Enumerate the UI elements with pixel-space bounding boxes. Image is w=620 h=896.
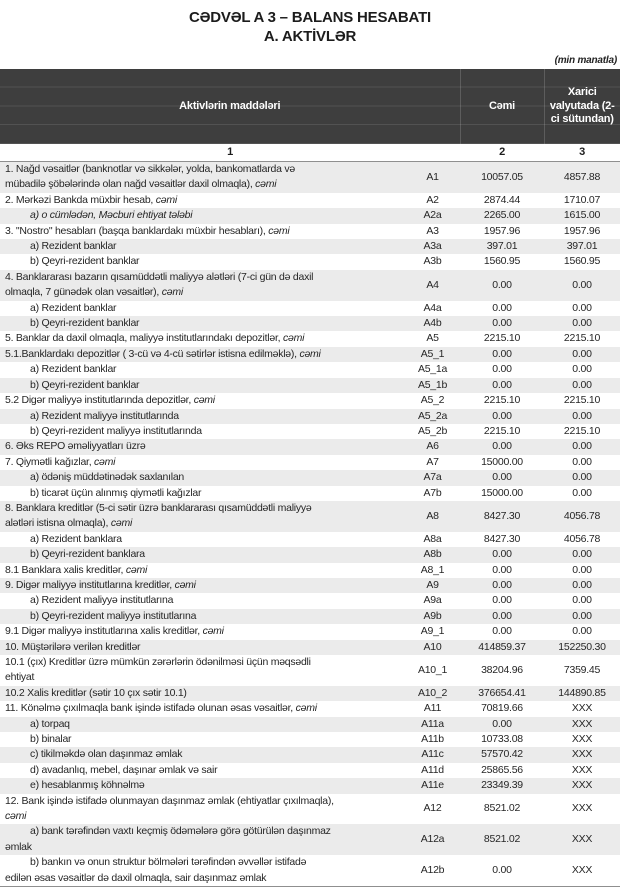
item-code: A11c [421,748,444,761]
item-code: A11 [423,702,442,715]
item-foreign-currency-value: 152250.30 [558,640,606,653]
header-row [0,69,620,144]
item-total-value: 23349.39 [481,779,523,792]
item-label: 10. Müştərilərə verilən kreditlər [5,640,141,653]
table-row [0,609,620,624]
item-total-value: 0.00 [492,471,512,484]
item-total-value: 8521.02 [483,833,521,846]
item-label: b) bankın və onun struktur bölmələri tərəfindən əvvəllər istifadə edilən əsas vəsaitlər də daxil olmaqla, sair daşınmaz əmlak [0,855,405,886]
item-total-value: 57570.42 [481,748,523,761]
item-total-value: 0.00 [492,717,512,730]
table-row [0,686,620,701]
item-label: b) Qeyri-rezident banklara [30,548,145,561]
item-total-value: 8521.02 [483,802,521,815]
item-foreign-currency-value: 0.00 [572,548,592,561]
item-code: A11e [421,779,444,792]
item-code: A11d [421,763,444,776]
item-foreign-currency-value: XXX [571,717,593,730]
item-foreign-currency-value: XXX [571,763,593,776]
table-row [0,424,620,439]
item-code: A10_1 [417,663,448,676]
table-row [0,224,620,239]
item-label: 11. Könəlmə çıxılmaqla bank işində istifadə olunan əsas vəsaitlər, cəmi [5,702,317,715]
table-row [0,301,620,316]
item-code: A12a [420,833,445,846]
table-row [0,763,620,778]
item-label: b) binalar [30,733,72,746]
item-foreign-currency-value: XXX [571,779,593,792]
item-label: 5.1.Banklardakı depozitlər ( 3-cü və 4-cü sətirlər istisna edilməklə), cəmi [5,347,321,360]
table-row [0,270,620,301]
item-code: A8 [426,509,439,522]
item-label: 8.1 Banklara xalis kreditlər, cəmi [5,563,148,576]
item-label: c) tikilməkdə olan daşınmaz əmlak [30,748,183,761]
item-code: A5_2a [417,409,448,422]
item-total-value: 0.00 [492,378,512,391]
item-label: 12. Bank işində istifadə olunmayan daşınmaz əmlak (ehtiyatlar çıxılmaqla), cəmi [5,794,334,823]
item-total-value: 0.00 [492,563,512,576]
header-foreign-currency-column: Xarici valyutada (2-ci sütundan) [544,69,620,144]
table-row [0,732,620,747]
item-foreign-currency-value: 0.00 [572,594,592,607]
item-label: 9. Digər maliyyə institutlarına kreditlər, cəmi [5,578,196,591]
item-foreign-currency-value: XXX [571,702,593,715]
item-total-value: 38204.96 [481,663,523,676]
item-foreign-currency-value: XXX [571,802,593,815]
table-row [0,717,620,732]
item-foreign-currency-value: 397.01 [566,240,598,253]
column-number-2: 2 [460,144,544,162]
item-total-value: 2215.10 [483,394,521,407]
item-foreign-currency-value: 0.00 [572,317,592,330]
table-row [0,470,620,485]
item-total-value: 0.00 [492,594,512,607]
item-code: A11a [421,717,444,730]
item-code: A7 [426,455,439,468]
item-code: A3 [426,224,439,237]
item-label: b) ticarət üçün alınmış qiymətli kağızlar [30,486,202,499]
table-row [0,624,620,639]
table-row [0,378,620,393]
table-row [0,362,620,377]
column-number-row [0,144,620,162]
item-foreign-currency-value: 2215.10 [563,424,601,437]
table-row [0,532,620,547]
table-row [0,563,620,578]
item-label: 5.2 Digər maliyyə institutlarında depozitlər, cəmi [5,394,215,407]
item-total-value: 2874.44 [483,193,521,206]
page-title-line1: CƏDVƏL A 3 – BALANS HESABATI [188,9,432,26]
item-total-value: 8427.30 [483,532,521,545]
table-row [0,393,620,408]
table-row [0,347,620,362]
item-code: A3a [423,240,442,253]
item-label: 8. Banklara kreditlər (5-ci sətir üzrə banklararası qısamüddətli maliyyə alətləri istisna olmaqla), cəmi [5,501,312,530]
item-code: A5_2b [417,424,448,437]
item-code: A9b [423,609,442,622]
item-foreign-currency-value: 0.00 [572,455,592,468]
item-foreign-currency-value: 4857.88 [563,170,601,183]
table-row [0,824,620,855]
item-code: A5 [426,332,439,345]
item-label: 9.1 Digər maliyyə institutlarına xalis kreditlər, cəmi [5,625,224,638]
table-row [0,547,620,562]
table-row [0,409,620,424]
item-foreign-currency-value: 1957.96 [563,224,601,237]
item-code: A5_2 [420,394,445,407]
item-foreign-currency-value: 0.00 [572,563,592,576]
item-label: 10.2 Xalis kreditlər (sətir 10 çıx sətir 10.1) [5,686,187,699]
item-code: A5_1 [420,347,445,360]
item-total-value: 376654.41 [478,686,526,699]
item-label: b) Qeyri-rezident maliyyə institutlarına [30,609,197,622]
item-foreign-currency-value: 0.00 [572,409,592,422]
item-total-value: 0.00 [492,578,512,591]
item-code: A9a [423,594,442,607]
page-title [0,8,620,46]
item-label: a) Rezident banklar [30,363,117,376]
item-foreign-currency-value: 0.00 [572,347,592,360]
item-foreign-currency-value: 1710.07 [563,193,601,206]
table-row [0,640,620,655]
item-code: A8_1 [420,563,445,576]
item-total-value: 0.00 [492,278,512,291]
item-label: 1. Nağd vəsaitlər (banknotlar və sikkələr, yolda, bankomatlarda və mübadilə şöbələrində olan nağd vəsaitlər daxil olmaqla), cəmi [5,163,295,191]
item-foreign-currency-value: 2215.10 [563,332,601,345]
item-code: A4 [426,278,439,291]
table-row [0,855,620,886]
item-total-value: 0.00 [492,548,512,561]
item-label: a) Rezident banklara [30,532,122,545]
item-foreign-currency-value: 0.00 [572,301,592,314]
item-total-value: 10733.08 [481,733,523,746]
item-total-value: 15000.00 [481,486,523,499]
item-total-value: 0.00 [492,625,512,638]
item-label: a) bank tərəfindən vaxtı keçmiş ödəmələrə görə götürülən daşınmaz əmlak [5,825,331,853]
item-label: 7. Qiymətli kağızlar, cəmi [5,455,116,468]
item-label: e) hesablanmış köhnəlmə [30,779,145,792]
item-code: A10 [423,640,442,653]
item-total-value: 0.00 [492,317,512,330]
item-code: A12b [405,855,460,886]
table-row [0,747,620,762]
table-row [0,162,620,193]
item-code: A5_1b [417,378,448,391]
item-code: A8b [423,548,442,561]
item-code: A9_1 [420,625,445,638]
item-label: 10.1 (çıx) Kreditlər üzrə mümkün zərərlərin ödənilməsi üçün məqsədli ehtiyat [5,656,311,684]
item-code: A8a [423,532,442,545]
table-row [0,439,620,454]
item-total-value: 0.00 [492,409,512,422]
item-foreign-currency-value: XXX [571,833,593,846]
table-row [0,655,620,686]
item-label: a) Rezident banklar [30,240,117,253]
item-label: b) Qeyri-rezident maliyyə institutlarında [30,424,202,437]
item-total-value: 8427.30 [483,509,521,522]
item-foreign-currency-value: 0.00 [572,609,592,622]
item-label: b) Qeyri-rezident banklar [30,378,140,391]
column-number-1: 1 [0,144,460,162]
item-foreign-currency-value: 1615.00 [563,209,601,222]
table-row [0,794,620,825]
item-label: a) ödəniş müddətinədək saxlanılan [30,471,185,484]
item-label: a) Rezident maliyyə institutlarına [30,594,174,607]
item-label: d) avadanlıq, mebel, daşınar əmlak və sair [30,763,218,776]
item-label: a) o cümlədən, Məcburi ehtiyat tələbi [30,209,193,222]
item-foreign-currency-value: 0.00 [572,625,592,638]
assets-table-header [0,69,620,144]
item-label: 6. Əks REPO əməliyyatları üzrə [5,440,146,453]
item-total-value: 414859.37 [478,640,526,653]
item-foreign-currency-value: 0.00 [572,278,592,291]
item-code: A7a [423,471,442,484]
item-code: A10_2 [417,686,448,699]
currency-unit-note: (min manatla) [554,55,617,66]
item-code: A4a [423,301,442,314]
header-total-column: Cəmi [460,69,544,144]
table-row [0,254,620,269]
item-label: 4. Banklararası bazarın qısamüddətli maliyyə alətləri (7-ci gün də daxil olmaqla, 7 günədək olan vəsaitlər), cəmi [5,270,314,299]
item-code: A7b [423,486,442,499]
item-label: a) Rezident maliyyə institutlarında [30,409,179,422]
item-total-value: 15000.00 [481,455,523,468]
item-label: b) Qeyri-rezident banklar [30,317,140,330]
column-number-3: 3 [544,144,620,162]
item-total-value: 70819.66 [481,702,523,715]
item-label: a) Rezident banklar [30,301,117,314]
item-foreign-currency-value: 2215.10 [563,394,601,407]
table-row [0,486,620,501]
item-total-value: 0.00 [460,855,544,886]
item-total-value: 10057.05 [481,170,523,183]
table-row [0,501,620,532]
table-row [0,578,620,593]
item-foreign-currency-value: 0.00 [572,486,592,499]
item-foreign-currency-value: 4056.78 [563,532,601,545]
table-row [0,208,620,223]
item-foreign-currency-value: 0.00 [572,471,592,484]
item-code: A2 [426,193,439,206]
item-code: A3b [423,255,442,268]
item-code: A11b [421,733,444,746]
table-row [0,701,620,716]
item-code: A2a [423,209,442,222]
header-items-column: Aktivlərin maddələri [0,69,460,144]
item-code: A1 [426,170,439,183]
item-foreign-currency-value: 4056.78 [563,509,601,522]
balance-sheet-page [0,8,620,896]
item-foreign-currency-value: 0.00 [572,440,592,453]
item-label: b) Qeyri-rezident banklar [30,255,140,268]
item-total-value: 397.01 [486,240,518,253]
item-code: A12 [423,802,442,815]
page-title-line2: A. AKTİVLƏR [263,28,357,45]
item-label: a) torpaq [30,717,70,730]
item-foreign-currency-value: 1560.95 [563,255,601,268]
table-row [0,455,620,470]
table-row [0,239,620,254]
item-foreign-currency-value: 0.00 [572,578,592,591]
table-row [0,193,620,208]
item-total-value: 0.00 [492,609,512,622]
item-foreign-currency-value: 0.00 [572,363,592,376]
item-total-value: 2265.00 [483,209,521,222]
item-code: A9 [426,578,439,591]
item-total-value: 0.00 [492,347,512,360]
item-foreign-currency-value: XXX [544,855,620,886]
item-total-value: 0.00 [492,440,512,453]
item-foreign-currency-value: XXX [571,748,593,761]
item-total-value: 1560.95 [483,255,521,268]
item-foreign-currency-value: XXX [571,733,593,746]
item-foreign-currency-value: 7359.45 [563,663,601,676]
item-total-value: 0.00 [492,301,512,314]
item-total-value: 25865.56 [481,763,523,776]
table-row [0,331,620,346]
item-code: A6 [426,440,439,453]
assets-table-body [0,162,620,887]
table-row [0,778,620,793]
item-total-value: 2215.10 [483,424,521,437]
assets-table [0,69,620,887]
item-foreign-currency-value: 0.00 [572,378,592,391]
item-code: A4b [423,317,442,330]
item-code: A5_1a [417,363,448,376]
item-foreign-currency-value: 144890.85 [558,686,606,699]
item-total-value: 1957.96 [483,224,521,237]
table-row [0,593,620,608]
table-row [0,316,620,331]
item-label: 5. Banklar da daxil olmaqla, maliyyə institutlarındakı depozitlər, cəmi [5,332,305,345]
item-label: 2. Mərkəzi Bankda müxbir hesab, cəmi [5,193,177,206]
item-total-value: 2215.10 [483,332,521,345]
item-total-value: 0.00 [492,363,512,376]
item-label: 3. "Nostro" hesabları (başqa banklardakı müxbir hesabları), cəmi [5,224,290,237]
